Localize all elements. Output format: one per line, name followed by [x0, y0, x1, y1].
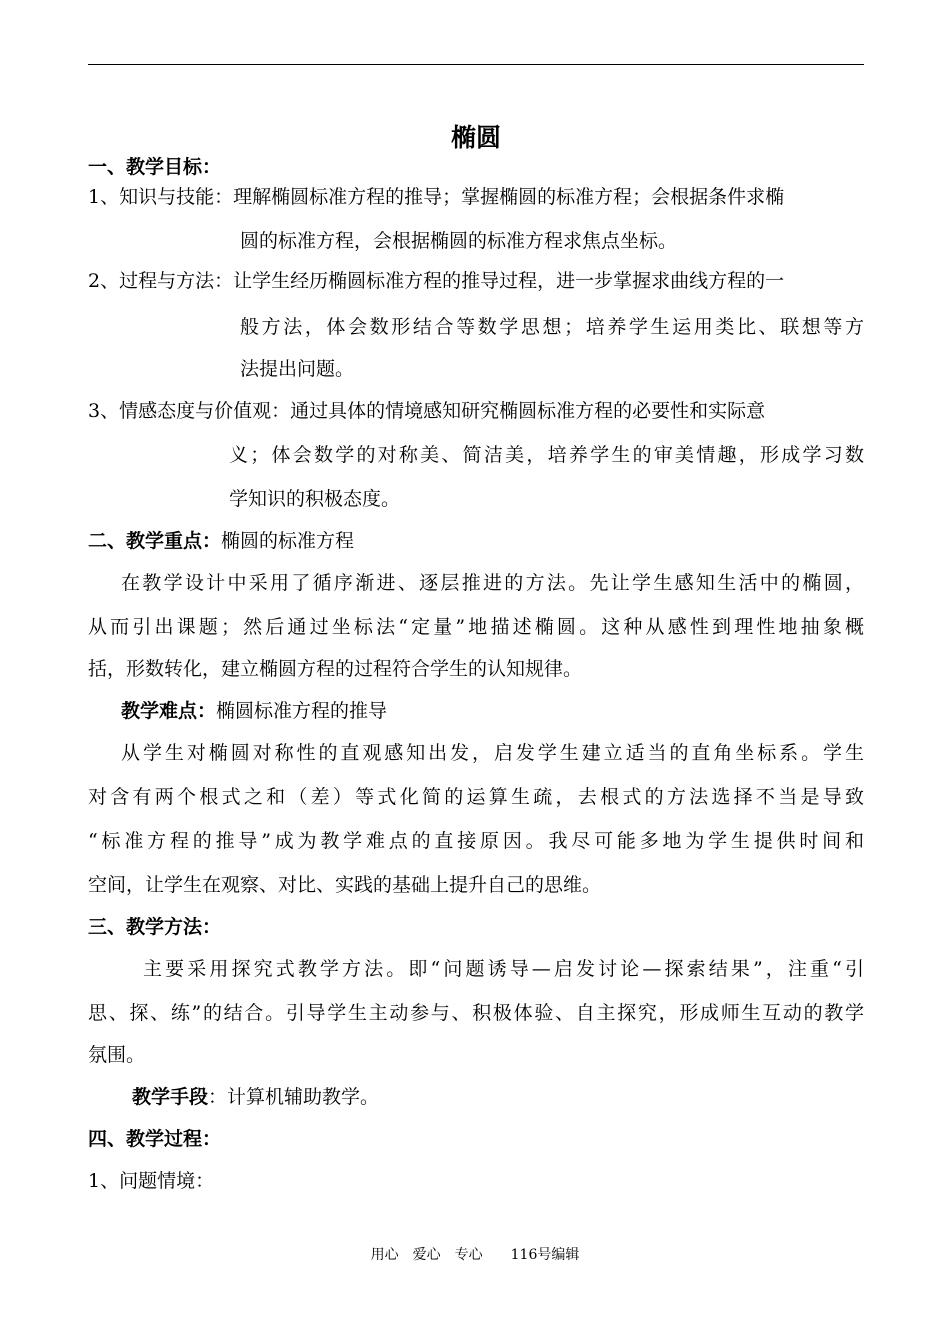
- header-rule: [88, 64, 864, 65]
- key-points-label: 二、教学重点：: [88, 530, 222, 552]
- section-heading-process: 四、教学过程：: [88, 1128, 222, 1150]
- key-points-value: 椭圆的标准方程: [221, 530, 355, 552]
- objective-2-line-1: [88, 266, 864, 296]
- section-heading-objectives: 一、教学目标：: [88, 156, 222, 178]
- objective-2-line-3: 法提出问题。: [240, 358, 355, 380]
- difficulty-label: 教学难点：: [121, 700, 217, 722]
- objective-2-label: 2、过程与方法：: [88, 270, 234, 292]
- methods-paragraph-line-2: 思、探、练”的结合。引导学生主动参与、积极体验、自主探究，形成师生互动的教学: [88, 1002, 864, 1024]
- objective-1-label: 1、知识与技能：: [88, 186, 234, 208]
- teaching-means-label: 教学手段: [132, 1086, 209, 1108]
- objective-1-line-2: 圆的标准方程，会根据椭圆的标准方程求焦点坐标。: [240, 230, 678, 252]
- difficulty-paragraph-line-2: 对含有两个根式之和（差）等式化简的运算生疏，去根式的方法选择不当是导致: [88, 786, 864, 808]
- difficulty-paragraph-line-1: 从学生对椭圆对称性的直观感知出发，启发学生建立适当的直角坐标系。学生: [121, 742, 864, 764]
- teaching-means-value: ：计算机辅助教学。: [208, 1086, 380, 1108]
- objective-2-line-2: 般方法，体会数形结合等数学思想；培养学生运用类比、联想等方: [240, 316, 864, 338]
- methods-paragraph-line-1: 主要采用探究式教学方法。即“问题诱导—启发讨论—探索结果”，注重“引: [143, 958, 864, 980]
- key-points-paragraph-line-3: 括，形数转化，建立椭圆方程的过程符合学生的认知规律。: [88, 658, 583, 680]
- difficulty-paragraph-line-4: 空间，让学生在观察、对比、实践的基础上提升自己的思维。: [88, 874, 602, 896]
- key-points-paragraph-line-1: 在教学设计中采用了循序渐进、逐层推进的方法。先让学生感知生活中的椭圆，: [121, 572, 864, 594]
- page-footer: 用心 爱心 专心 116号编辑: [370, 1247, 580, 1263]
- section-heading-methods: 三、教学方法：: [88, 916, 222, 938]
- difficulty-line: [121, 696, 864, 726]
- teaching-means-line: [132, 1082, 864, 1112]
- difficulty-paragraph-line-3: “标准方程的推导”成为教学难点的直接原因。我尽可能多地为学生提供时间和: [88, 830, 864, 852]
- objective-3-line-3: 学知识的积极态度。: [229, 488, 401, 510]
- methods-paragraph-line-3: 氛围。: [88, 1044, 146, 1066]
- objective-3-line-2: 义；体会数学的对称美、简洁美，培养学生的审美情趣，形成学习数: [229, 444, 864, 466]
- process-item-1: 1、问题情境：: [88, 1170, 215, 1192]
- objective-3-label: 3、情感态度与价值观：: [88, 400, 291, 422]
- section-heading-key-points: [88, 526, 864, 556]
- page-title: 椭圆: [450, 123, 501, 152]
- key-points-paragraph-line-2: 从而引出课题；然后通过坐标法“定量”地描述椭圆。这种从感性到理性地抽象概: [88, 616, 864, 638]
- objective-1-line-1: [88, 182, 864, 212]
- objective-3-text: 通过具体的情境感知研究椭圆标准方程的必要性和实际意: [290, 400, 766, 422]
- objective-3-line-1: [88, 396, 864, 426]
- objective-2-text: 让学生经历椭圆标准方程的推导过程，进一步掌握求曲线方程的一: [233, 270, 785, 292]
- objective-1-text: 理解椭圆标准方程的推导；掌握椭圆的标准方程；会根据条件求椭: [233, 186, 785, 208]
- difficulty-value: 椭圆标准方程的推导: [216, 700, 388, 722]
